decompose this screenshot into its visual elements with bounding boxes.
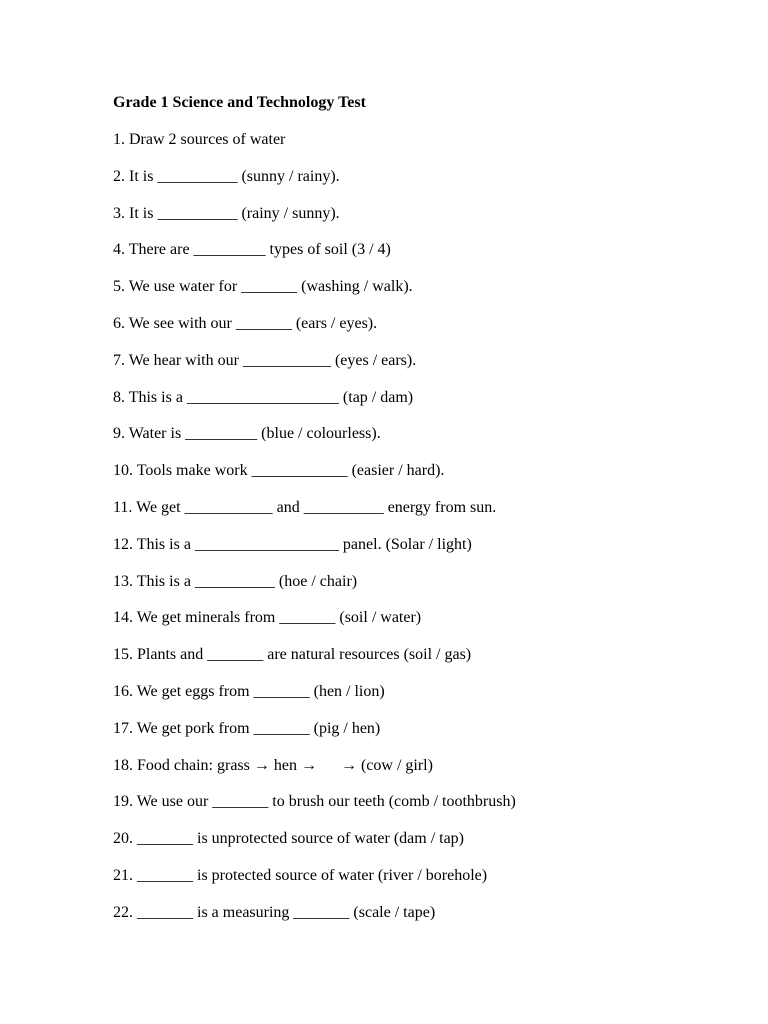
question-11: 11. We get ___________ and __________ energy from sun. xyxy=(113,498,497,516)
question-1: 1. Draw 2 sources of water xyxy=(113,131,286,148)
question-16: 16. We get eggs from _______ (hen / lion) xyxy=(113,682,385,700)
question-18: 18. Food chain: grass → hen → → (cow / girl) xyxy=(113,756,433,774)
question-22: 22. _______ is a measuring _______ (scale / tape) xyxy=(113,903,436,921)
question-19: 19. We use our _______ to brush our teeth (comb / toothbrush) xyxy=(113,793,516,811)
question-2: 2. It is __________ (sunny / rainy). xyxy=(113,167,340,185)
question-6: 6. We see with our _______ (ears / eyes). xyxy=(113,314,378,332)
question-14: 14. We get minerals from _______ (soil / water) xyxy=(113,609,422,627)
question-8: 8. This is a ___________________ (tap / dam) xyxy=(113,388,414,406)
question-5: 5. We use water for _______ (washing / walk). xyxy=(113,278,413,296)
question-20: 20. _______ is unprotected source of water (dam / tap) xyxy=(113,830,465,848)
question-15: 15. Plants and _______ are natural resources (soil / gas) xyxy=(113,646,472,664)
question-10: 10. Tools make work ____________ (easier / hard). xyxy=(113,462,445,480)
question-13: 13. This is a __________ (hoe / chair) xyxy=(113,572,358,590)
question-4: 4. There are _________ types of soil (3 / 4) xyxy=(113,241,391,259)
document-title: Grade 1 Science and Technology Test xyxy=(113,94,366,111)
question-list xyxy=(113,129,516,939)
question-12: 12. This is a __________________ panel. (Solar / light) xyxy=(113,535,472,553)
question-3: 3. It is __________ (rainy / sunny). xyxy=(113,204,340,222)
question-9: 9. Water is _________ (blue / colourless). xyxy=(113,425,381,443)
question-17: 17. We get pork from _______ (pig / hen) xyxy=(113,719,381,737)
question-21: 21. _______ is protected source of water (river / borehole) xyxy=(113,866,488,884)
question-7: 7. We hear with our ___________ (eyes / ears). xyxy=(113,351,417,369)
